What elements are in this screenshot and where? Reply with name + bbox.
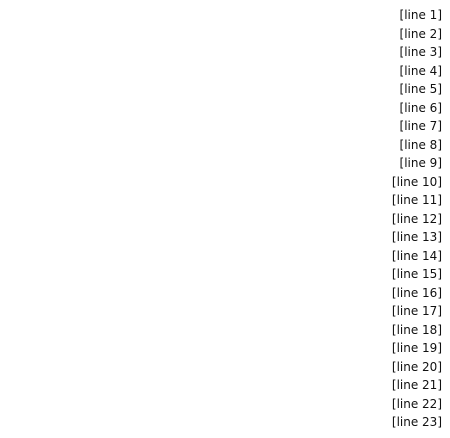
article-line: [line 1] (399, 8, 442, 22)
article-line: [line 11] (391, 193, 442, 207)
article-line: [line 23] (391, 415, 442, 429)
article-line: [line 9] (399, 156, 442, 170)
article-line: [line 6] (399, 100, 442, 115)
article-line: [line 5] (399, 82, 442, 96)
article-line: [line 12] (391, 211, 442, 226)
article-line: [line 21] (391, 378, 442, 392)
article-body (8, 6, 442, 432)
article-line: [line 16] (391, 285, 442, 300)
article-line: [line 20] (391, 359, 442, 374)
article-line: [line 8] (399, 137, 442, 152)
article-line: [line 14] (391, 248, 442, 263)
article-line: [line 19] (391, 341, 442, 355)
article-line: [line 7] (399, 119, 442, 133)
article-line: [line 13] (391, 230, 442, 244)
article-line: [line 2] (399, 26, 442, 41)
article-line: [line 3] (399, 45, 442, 59)
article-line: [line 4] (399, 63, 442, 78)
article-line: [line 10] (391, 174, 442, 189)
article-line: [line 17] (391, 304, 442, 318)
article-line: [line 15] (391, 267, 442, 281)
article-line: [line 22] (391, 396, 442, 411)
article-line: [line 18] (391, 322, 442, 337)
